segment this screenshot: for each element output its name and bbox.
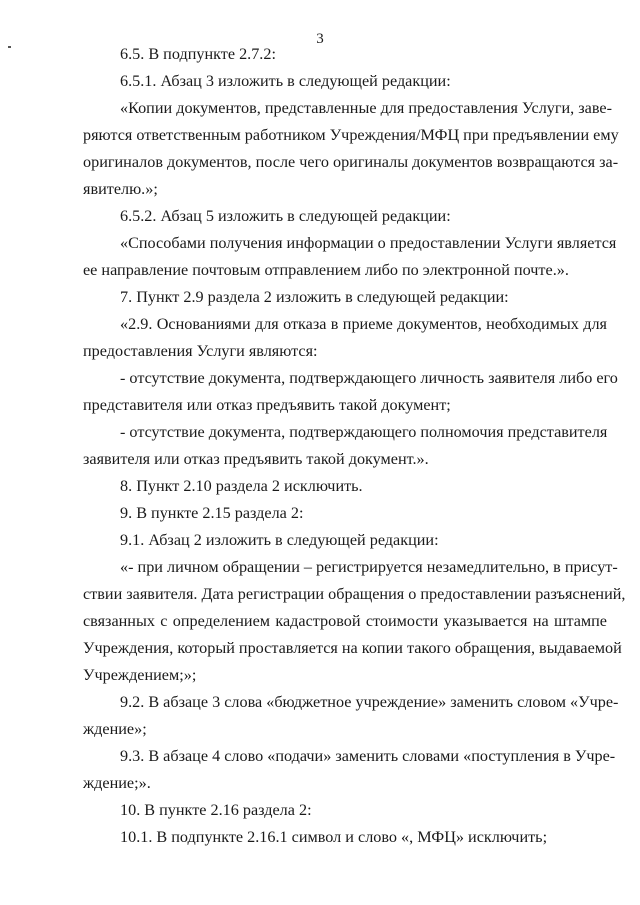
- text-line: Учреждением;»;: [83, 666, 197, 684]
- text-line: «2.9. Основаниями для отказа в приеме документов, необходимых для: [120, 315, 607, 333]
- text-line: «Способами получения информации о предоставлении Услуги является: [120, 234, 617, 252]
- text-line: 10. В пункте 2.16 раздела 2:: [120, 801, 312, 819]
- text-line: «- при личном обращении – регистрируется незамедлительно, в присут-: [120, 558, 618, 576]
- text-line: 8. Пункт 2.10 раздела 2 исключить.: [120, 477, 363, 495]
- text-line: ее направление почтовым отправлением либо по электронной почте.».: [83, 261, 569, 279]
- text-line: ряются ответственным работником Учреждения/МФЦ при предъявлении ему: [83, 126, 619, 144]
- text-line: «Копии документов, представленные для предоставления Услуги, заве-: [120, 99, 612, 117]
- text-line: - отсутствие документа, подтверждающего личность заявителя либо его: [120, 369, 618, 387]
- text-line: 6.5. В подпункте 2.7.2:: [120, 45, 276, 63]
- text-line: 10.1. В подпункте 2.16.1 символ и слово «, МФЦ» исключить;: [120, 828, 548, 846]
- text-line: 9.3. В абзаце 4 слово «подачи» заменить словами «поступления в Учре-: [120, 747, 616, 765]
- text-line: 6.5.2. Абзац 5 изложить в следующей редакции:: [120, 207, 451, 225]
- text-line: 9.1. Абзац 2 изложить в следующей редакции:: [120, 531, 439, 549]
- text-line: - отсутствие документа, подтверждающего полномочия представителя: [120, 423, 608, 441]
- text-line: предоставления Услуги являются:: [83, 342, 318, 360]
- text-line: Учреждения, который проставляется на копии такого обращения, выдаваемой: [83, 639, 622, 657]
- text-line: явителю.»;: [83, 180, 158, 198]
- text-line: 9.2. В абзаце 3 слова «бюджетное учреждение» заменить словом «Учре-: [120, 693, 619, 711]
- text-line: представителя или отказ предъявить такой документ;: [83, 396, 451, 414]
- page-number: 3: [316, 31, 324, 47]
- text-line: заявителя или отказ предъявить такой документ.».: [83, 450, 429, 468]
- text-line: ствии заявителя. Дата регистрации обращения о предоставлении разъяснений,: [83, 585, 626, 603]
- text-line: 7. Пункт 2.9 раздела 2 изложить в следующей редакции:: [120, 288, 509, 306]
- text-line: 6.5.1. Абзац 3 изложить в следующей редакции:: [120, 72, 451, 90]
- text-line: ждение»;: [83, 720, 147, 738]
- text-line: ждение;».: [83, 774, 151, 792]
- text-line: связанных с определением кадастровой стоимости указывается на штампе: [83, 612, 607, 630]
- text-line: 9. В пункте 2.15 раздела 2:: [120, 504, 304, 522]
- text-line: оригиналов документов, после чего оригиналы документов возвращаются за-: [83, 153, 619, 171]
